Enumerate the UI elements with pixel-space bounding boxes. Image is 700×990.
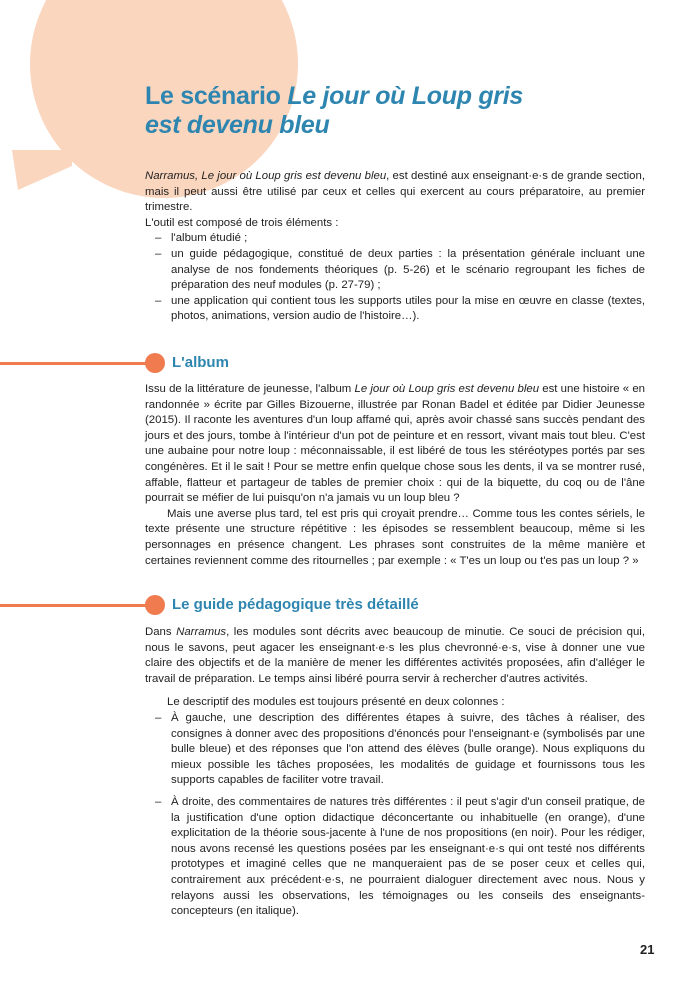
intro-paragraph-1: [145, 169, 645, 216]
section-bullet-guide: [145, 595, 165, 615]
section-heading-album: L'album: [172, 354, 229, 371]
intro-list: [145, 231, 645, 325]
intro-section: [145, 169, 645, 325]
list-item: – À droite, des commentaires de natures très différentes : il peut s'agir d'un conseil pratique, de la justification d'une option didactique déconcertante ou inhabituelle (en orange), d'une explicitation de la théorie sous-jacente à l'une de nos propositions (en noir). Pour les rédiger, nous avons recensé les questions posées par les enseignant·e·s qui ont testé nos différents prototypes et imaginé celles que ne manqueraient pas de se poser ceux et celles qui, contrairement aux précédent·e·s, ne pourraient dialoguer directement avec nous. Nous y relayons aussi les observations, les témoignages ou les conseils des enseignants-concepteurs (en italique).: [155, 795, 645, 918]
list-item: – l'album étudié ;: [155, 232, 248, 245]
list-item: – À gauche, une description des différentes étapes à suivre, des tâches à réaliser, des consignes à donner avec des propositions d'énoncés pour l'enseignant·e (symbolisés par une bulle bleue) et des réponses que l'on attend des élèves (bulle orange). Nous expliquons du mieux possible les tâches proposées, les modalités de guidage et fournissons tous les supports capables de faciliter votre travail.: [155, 711, 645, 787]
section-heading-guide: Le guide pédagogique très détaillé: [172, 596, 419, 613]
page-number: 21: [640, 942, 655, 957]
guide-italic-title: Narramus: [176, 626, 227, 638]
section-bullet-album: [145, 353, 165, 373]
title-prefix: Le scénario: [145, 82, 288, 110]
speech-bubble-tail: [12, 150, 72, 190]
list-item: – une application qui contient tous les supports utiles pour la mise en œuvre en classe (textes, photos, animations, version audio de l'histoire…).: [155, 294, 645, 323]
album-paragraph-2: Mais une averse plus tard, tel est pris qui croyait prendre… Comme tous les contes sériels, le texte présente une structure répétitive : les épisodes se ressemblent beaucoup, même si les personnages en présence changent. Les phrases sont construites de la même manière et certaines reviennent comme des ritournelles ; par exemple : « T'es un loup ou t'es pas un loup ? »: [145, 507, 645, 567]
intro-paragraph-2: L'outil est composé de trois éléments :: [145, 216, 339, 229]
album-paragraph-1: Issu de la littérature de jeunesse, l'album Le jour où Loup gris est devenu bleu est une histoire « en randonnée » écrite par Gilles Bizouerne, illustrée par Ronan Badel et éditée par Didier Jeunesse (2015). Il raconte les aventures d'un loup affamé qui, après avoir chassé sans succès pendant des jours et des jours, tombe à l'intérieur d'un pot de peinture et en ressort, vivant mais tout bleu. C'est une aubaine pour notre loup : méconnaissable, il est libéré de tous les stéréotypes portés par ses congénères. Et il le sait ! Pour se mettre enfin quelque chose sous les dents, il va se montrer rusé, affable, flatteur et partageur de tables de premier choix : qui de la biquette, du coq ou de l'âne pourrait se méfier de lui puisqu'on n'a jamais vu un loup bleu ?: [145, 383, 646, 505]
title-italic-line2: est devenu bleu: [145, 111, 330, 139]
section-rule-guide: [0, 604, 158, 607]
title-italic-line1: Le jour où Loup gris: [287, 82, 523, 110]
list-item: – un guide pédagogique, constitué de deux parties : la présentation générale incluant une analyse de nos fondements théoriques (p. 5-26) et le scénario regroupant les fiches de préparation des neuf modules (p. 27-79) ;: [155, 247, 645, 292]
section-rule-album: [0, 362, 158, 365]
album-italic-title: Le jour où Loup gris est devenu bleu: [354, 383, 540, 395]
guide-section: [145, 625, 645, 920]
guide-paragraph-2: Le descriptif des modules est toujours présenté en deux colonnes :: [167, 696, 505, 709]
intro-italic-title: Narramus, Le jour où Loup gris est devenu bleu: [145, 170, 387, 182]
page-title: [145, 82, 645, 140]
intro-text: , est destiné aux enseignant·e·s de grande section, mais il peut aussi être utilisé par ceux et celles qui exercent au cours préparatoire, au premier trimestre.: [145, 170, 645, 214]
album-section: [145, 382, 645, 569]
guide-list: [145, 711, 645, 920]
guide-paragraph-1: Dans Narramus, les modules sont décrits avec beaucoup de minutie. Ce souci de précision qui, nous le savons, peut agacer les enseignant·e·s les plus chevronné·e·s, vise à donner une vue claire des objectifs et de la manière de mener les différentes activités proposées, afin d'alléger le travail de préparation. Le temps ainsi libéré pourra servir à rechercher d'autres activités.: [145, 626, 645, 685]
